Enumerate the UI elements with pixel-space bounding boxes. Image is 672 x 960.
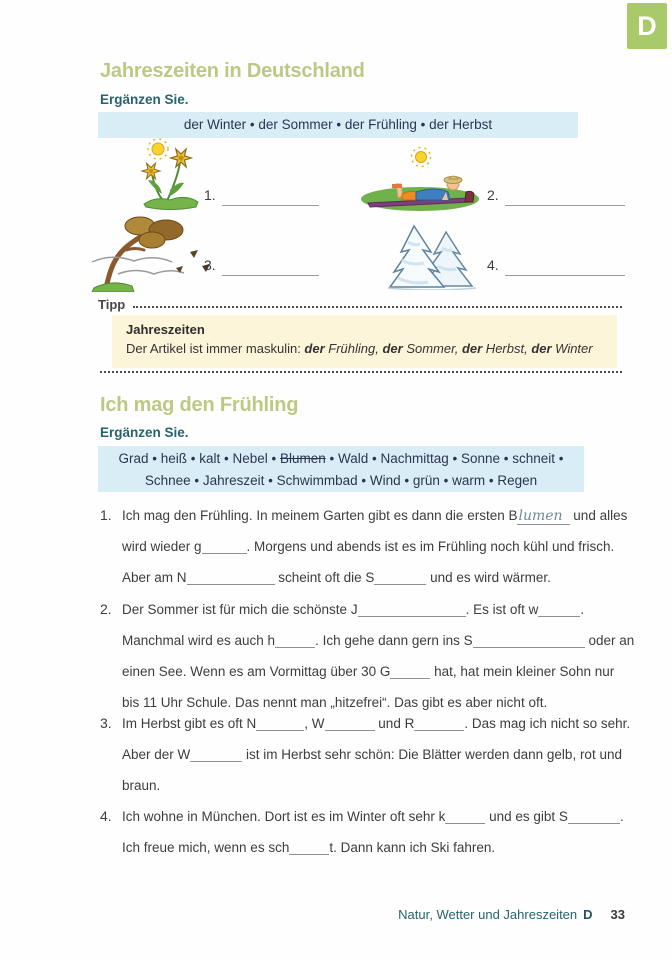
text-run: Grad • heiß • kalt • Nebel • xyxy=(118,451,280,466)
picture-blank-row xyxy=(487,257,625,273)
text-run: Ich freue mich, wenn es sch xyxy=(122,840,290,855)
text-run: . xyxy=(580,602,585,617)
blank-number: 4. xyxy=(487,257,499,273)
chapter-letter-badge: D xyxy=(627,3,667,49)
answer-line xyxy=(222,191,319,206)
section1-instruction: Ergänzen Sie. xyxy=(100,92,189,107)
answer-line xyxy=(505,261,625,276)
text-run: und alles xyxy=(569,508,628,523)
bold-italic-run: der xyxy=(461,341,483,356)
fill-in-blank xyxy=(358,606,466,617)
word-bank-line xyxy=(98,470,584,492)
fill-in-blank xyxy=(390,668,430,679)
italic-run: Sommer, xyxy=(402,341,462,356)
text-run: ist im Herbst sehr schön: Die Blätter werden dann gelb, rot und xyxy=(242,747,622,762)
text-run: und es gibt S xyxy=(485,809,568,824)
item-text xyxy=(122,500,652,593)
handwritten-example-answer: lumen xyxy=(517,508,569,525)
exercise-text-line xyxy=(122,770,652,801)
tip-heading: Jahreszeiten xyxy=(126,322,205,337)
fill-in-blank xyxy=(473,637,585,648)
text-run: braun. xyxy=(122,778,161,793)
fill-in-blank xyxy=(445,813,485,824)
fill-in-blank xyxy=(190,751,242,762)
bold-italic-run: der xyxy=(382,341,403,356)
item-text xyxy=(122,801,652,863)
exercise-item xyxy=(100,594,652,718)
text-run: , W xyxy=(304,716,325,731)
fill-in-blank xyxy=(538,606,580,617)
word-bank-line xyxy=(98,448,584,470)
text-run: oder an xyxy=(584,633,635,648)
exercise-text-line xyxy=(122,708,652,739)
picture-blank-row xyxy=(204,187,319,203)
fill-in-blank xyxy=(325,720,375,731)
text-run: und es wird wärmer. xyxy=(426,570,551,585)
item-number: 2. xyxy=(100,601,112,617)
item-text xyxy=(122,594,652,718)
text-run: . Ich gehe dann gern ins S xyxy=(315,633,473,648)
summer-sunbathing-illustration xyxy=(358,146,484,212)
item-text xyxy=(122,708,652,801)
exercise-text-line xyxy=(122,739,652,770)
fill-in-blank xyxy=(256,720,304,731)
text-run: . xyxy=(619,809,624,824)
section2-instruction: Ergänzen Sie. xyxy=(100,425,189,440)
text-run: Im Herbst gibt es oft N xyxy=(122,716,257,731)
answer-line xyxy=(222,261,319,276)
section1-title: Jahreszeiten in Deutschland xyxy=(100,60,365,82)
tip-box xyxy=(112,315,617,368)
text-run: hat, hat mein kleiner Sohn nur xyxy=(430,664,615,679)
text-run: • Wald • Nachmittag • Sonne • schneit • xyxy=(325,451,564,466)
text-run: t. Dann kann ich Ski fahren. xyxy=(329,840,496,855)
italic-run: Herbst, xyxy=(482,341,532,356)
section1-word-bank: der Winter • der Sommer • der Frühling • der Herbst xyxy=(98,112,578,138)
blank-number: 2. xyxy=(487,187,499,203)
text-run: Ich mag den Frühling. In meinem Garten gibt es dann die ersten B xyxy=(122,508,518,523)
text-run: Aber am N xyxy=(122,570,187,585)
exercise-item xyxy=(100,500,652,593)
bold-italic-run: der xyxy=(531,341,552,356)
spring-daffodils-illustration xyxy=(138,138,202,210)
item-number: 3. xyxy=(100,715,112,731)
picture-blank-row xyxy=(204,257,319,273)
text-run: Der Sommer ist für mich die schönste J xyxy=(122,602,358,617)
italic-run: Frühling, xyxy=(324,341,383,356)
footer-section-letter: D xyxy=(583,907,593,922)
tip-dotted-border-bottom xyxy=(100,371,622,376)
fill-in-blank xyxy=(187,574,275,585)
exercise-text-line xyxy=(122,832,652,863)
page-footer xyxy=(398,907,625,922)
footer-chapter-title: Natur, Wetter und Jahreszeiten xyxy=(398,907,578,922)
fill-in-blank xyxy=(568,813,620,824)
fill-in-blank xyxy=(414,720,464,731)
item-number: 4. xyxy=(100,808,112,824)
exercise-text-line xyxy=(122,562,652,593)
fill-in-blank xyxy=(202,543,247,554)
tip-dotted-border-top xyxy=(133,306,622,311)
text-run: Der Artikel ist immer maskulin: xyxy=(126,341,305,356)
exercise-text-line xyxy=(122,656,652,687)
exercise-text-line xyxy=(122,500,652,531)
text-run: einen See. Wenn es am Vormittag über 30 G xyxy=(122,664,391,679)
text-run: Manchmal wird es auch h xyxy=(122,633,276,648)
fill-in-blank xyxy=(275,637,315,648)
text-run: Schnee • Jahreszeit • Schwimmbad • Wind • grün • warm • Regen xyxy=(144,473,538,488)
bold-italic-run: der xyxy=(304,341,325,356)
exercise-text-line xyxy=(122,594,652,625)
winter-snowy-trees-illustration xyxy=(386,220,478,290)
fill-in-blank xyxy=(374,574,426,585)
text-run: . Das mag ich nicht so sehr. xyxy=(464,716,631,731)
text-run: scheint oft die S xyxy=(274,570,375,585)
italic-run: Winter xyxy=(551,341,593,356)
exercise-item xyxy=(100,708,652,801)
exercise-text-line xyxy=(122,531,652,562)
item-number: 1. xyxy=(100,507,112,523)
crossed-out-word: Blumen xyxy=(279,451,326,466)
section2-word-bank xyxy=(98,446,584,492)
tip-label: Tipp xyxy=(98,297,126,312)
picture-blank-row xyxy=(487,187,625,203)
blank-number: 1. xyxy=(204,187,216,203)
fill-in-blank xyxy=(289,844,329,855)
answer-line xyxy=(505,191,625,206)
tip-text xyxy=(126,341,603,356)
section2-title: Ich mag den Frühling xyxy=(100,394,299,416)
exercise-item xyxy=(100,801,652,863)
autumn-windy-tree-illustration xyxy=(90,210,222,292)
text-run: Aber der W xyxy=(122,747,191,762)
text-run: wird wieder g xyxy=(122,539,202,554)
exercise-text-line xyxy=(122,625,652,656)
text-run: . Es ist oft w xyxy=(465,602,539,617)
text-run: . Morgens und abends ist es im Frühling noch kühl und frisch. xyxy=(246,539,615,554)
footer-page-number: 33 xyxy=(610,907,625,922)
exercise-text-line xyxy=(122,801,652,832)
text-run: und R xyxy=(374,716,415,731)
text-run: bis 11 Uhr Schule. Das nennt man „hitzefrei“. Das gibt es aber nicht oft. xyxy=(122,695,548,710)
text-run: Ich wohne in München. Dort ist es im Winter oft sehr k xyxy=(122,809,446,824)
blank-number: 3. xyxy=(204,257,216,273)
